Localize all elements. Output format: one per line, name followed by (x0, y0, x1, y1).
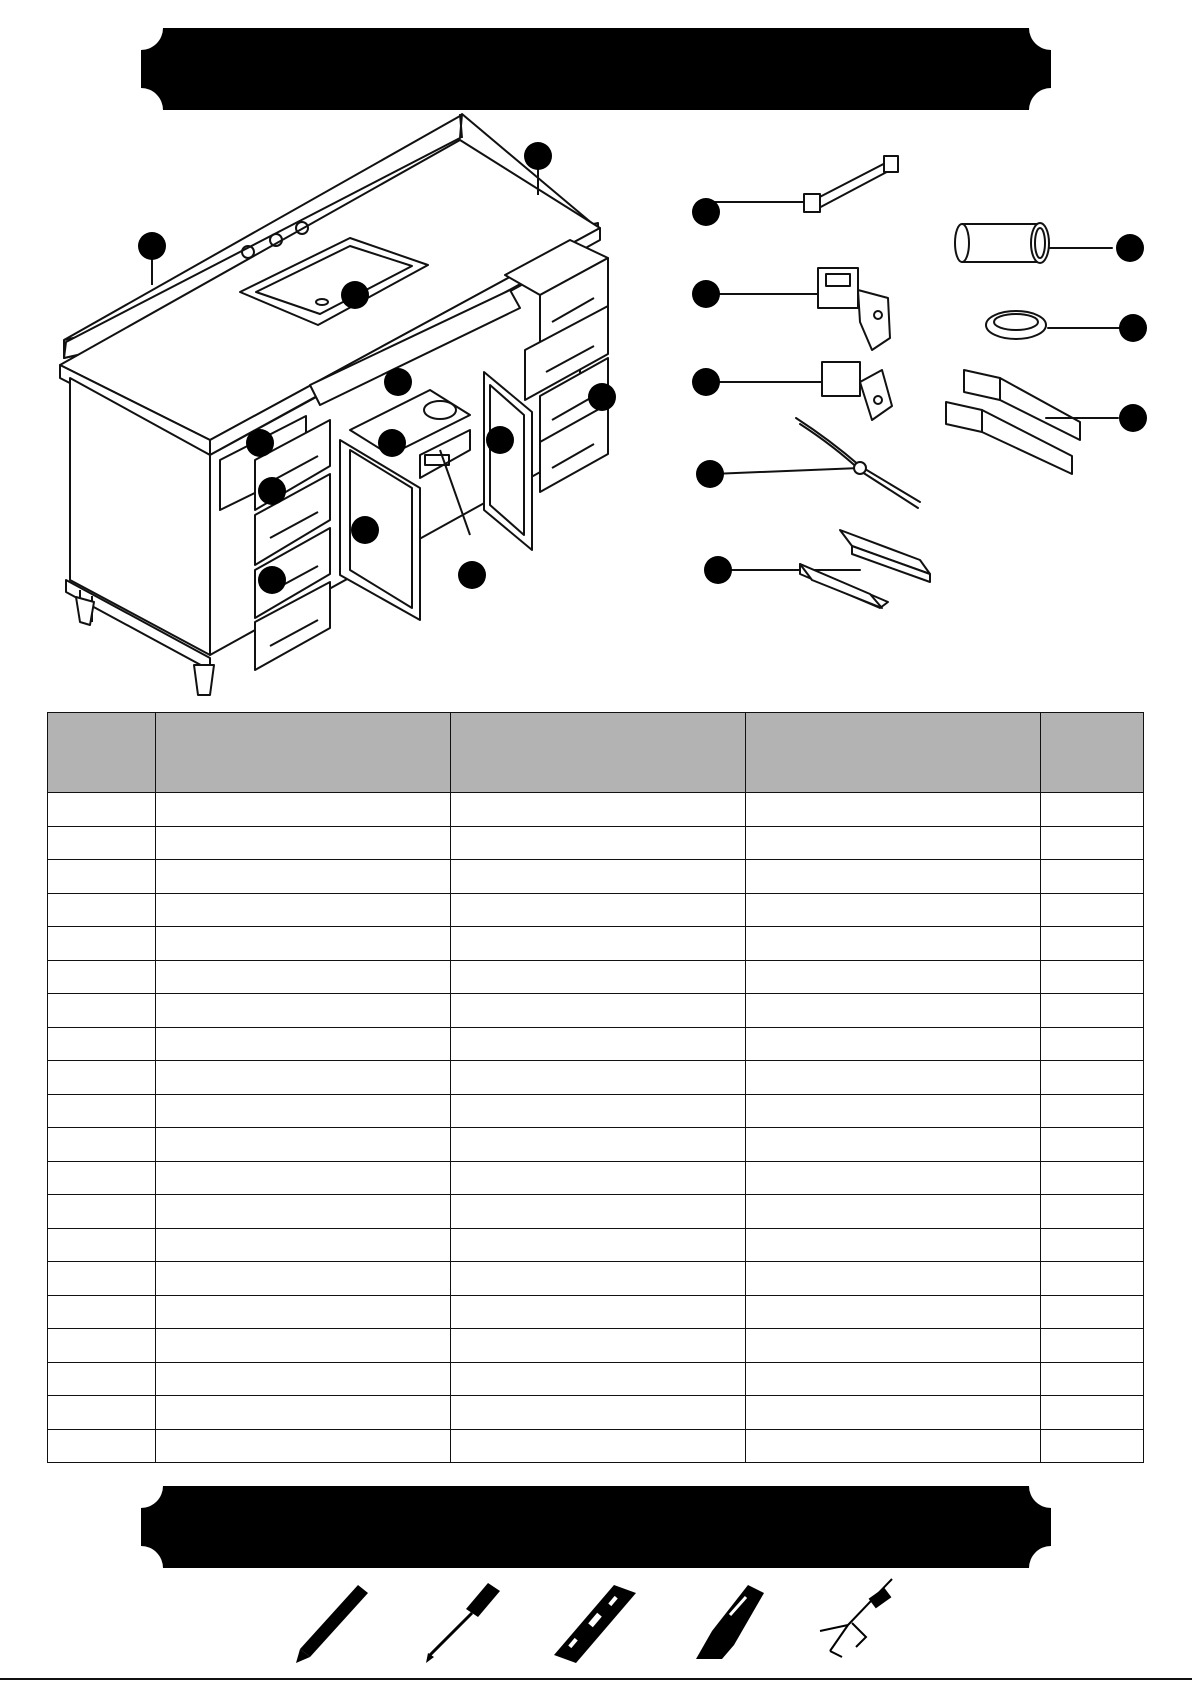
table-cell (746, 1161, 1041, 1195)
table-cell (746, 960, 1041, 994)
table-cell (1041, 1295, 1144, 1329)
table-cell (48, 1094, 156, 1128)
tools-banner (141, 1486, 1051, 1568)
table-cell (746, 927, 1041, 961)
table-cell (156, 793, 451, 827)
table-cell (48, 1362, 156, 1396)
table-cell (451, 960, 746, 994)
table-cell (156, 1094, 451, 1128)
table-cell (48, 1295, 156, 1329)
table-cell (156, 1362, 451, 1396)
table-row (48, 1295, 1144, 1329)
table-cell (451, 1061, 746, 1095)
table-row (48, 1429, 1144, 1463)
table-cell (746, 860, 1041, 894)
table-row (48, 860, 1144, 894)
table-cell (451, 893, 746, 927)
table-row (48, 1362, 1144, 1396)
table-cell (1041, 1195, 1144, 1229)
table-cell (451, 1161, 746, 1195)
table-cell (156, 1262, 451, 1296)
table-cell (451, 1195, 746, 1229)
table-cell (451, 1396, 746, 1430)
table-cell (1041, 994, 1144, 1028)
table-cell (1041, 1262, 1144, 1296)
table-cell (451, 1228, 746, 1262)
table-cell (746, 1295, 1041, 1329)
table-cell (48, 1228, 156, 1262)
table-cell (156, 1228, 451, 1262)
table-cell (451, 927, 746, 961)
table-cell (156, 1061, 451, 1095)
table-cell (156, 1429, 451, 1463)
table-cell (451, 1362, 746, 1396)
table-row (48, 1262, 1144, 1296)
table-cell (451, 1262, 746, 1296)
table-cell (156, 1161, 451, 1195)
table-cell (48, 1195, 156, 1229)
table-cell (48, 960, 156, 994)
table-cell (746, 1262, 1041, 1296)
column-header (746, 713, 1041, 793)
table-cell (48, 994, 156, 1028)
column-header (156, 713, 451, 793)
header-banner (141, 28, 1051, 110)
anti-tip-rod-drawing (712, 418, 920, 508)
drawer-slides-drawing (946, 370, 1118, 474)
table-row (48, 1128, 1144, 1162)
table-row (48, 927, 1144, 961)
column-header (451, 713, 746, 793)
table-cell (48, 826, 156, 860)
table-cell (156, 994, 451, 1028)
table-header-row (48, 713, 1144, 793)
table-cell (746, 1061, 1041, 1095)
table-cell (48, 1061, 156, 1095)
table-row (48, 826, 1144, 860)
table-cell (156, 1396, 451, 1430)
mounting-brackets-drawing (730, 530, 930, 608)
table-cell (451, 1329, 746, 1363)
column-header (1041, 713, 1144, 793)
table-row (48, 1228, 1144, 1262)
table-cell (156, 826, 451, 860)
screwdriver-icon (426, 1583, 500, 1663)
table-cell (451, 1295, 746, 1329)
table-cell (1041, 1429, 1144, 1463)
table-cell (1041, 793, 1144, 827)
table-cell (746, 1094, 1041, 1128)
table-cell (156, 927, 451, 961)
table-row (48, 1396, 1144, 1430)
table-cell (1041, 826, 1144, 860)
table-cell (1041, 1396, 1144, 1430)
table-cell (156, 1027, 451, 1061)
table-cell (746, 1027, 1041, 1061)
table-cell (48, 1329, 156, 1363)
table-cell (1041, 1362, 1144, 1396)
table-cell (156, 960, 451, 994)
table-row (48, 893, 1144, 927)
table-cell (48, 1396, 156, 1430)
hinge-half-overlay-drawing (712, 362, 892, 420)
table-cell (48, 1429, 156, 1463)
table-cell (746, 994, 1041, 1028)
tools-row (0, 1575, 1192, 1665)
table-cell (156, 893, 451, 927)
table-cell (451, 793, 746, 827)
table-row (48, 1161, 1144, 1195)
table-cell (1041, 860, 1144, 894)
table-cell (746, 1362, 1041, 1396)
table-cell (48, 1161, 156, 1195)
table-row (48, 1027, 1144, 1061)
table-cell (1041, 1027, 1144, 1061)
table-cell (451, 994, 746, 1028)
table-cell (746, 1329, 1041, 1363)
utility-knife-icon (696, 1585, 764, 1659)
table-cell (156, 1128, 451, 1162)
table-row (48, 994, 1144, 1028)
table-cell (746, 793, 1041, 827)
table-cell (48, 793, 156, 827)
table-cell (451, 1094, 746, 1128)
table-cell (48, 1262, 156, 1296)
table-cell (1041, 1094, 1144, 1128)
parts-table (47, 712, 1144, 1463)
table-cell (451, 860, 746, 894)
components-illustration (0, 110, 1192, 700)
header-banner-text (141, 28, 1051, 110)
drain-ring-drawing (986, 311, 1120, 339)
table-row (48, 793, 1144, 827)
caulk-gun-icon (820, 1579, 892, 1657)
level-icon (554, 1585, 636, 1663)
table-cell (156, 1295, 451, 1329)
table-cell (48, 893, 156, 927)
handle-pull-drawing (710, 156, 898, 212)
table-cell (451, 1429, 746, 1463)
hinge-full-overlay-drawing (712, 268, 890, 350)
table-cell (156, 1195, 451, 1229)
table-cell (48, 1027, 156, 1061)
table-cell (746, 826, 1041, 860)
table-cell (48, 860, 156, 894)
table-cell (1041, 1329, 1144, 1363)
pencil-icon (296, 1585, 368, 1663)
table-cell (156, 860, 451, 894)
table-cell (1041, 1228, 1144, 1262)
table-cell (1041, 1061, 1144, 1095)
table-cell (746, 1128, 1041, 1162)
table-cell (1041, 927, 1144, 961)
page-bottom-rule (0, 1678, 1192, 1680)
table-cell (451, 826, 746, 860)
table-cell (746, 1195, 1041, 1229)
tools-banner-text (141, 1486, 1051, 1568)
table-row (48, 1195, 1144, 1229)
table-cell (746, 1429, 1041, 1463)
table-row (48, 1061, 1144, 1095)
column-header (48, 713, 156, 793)
table-cell (746, 893, 1041, 927)
table-cell (48, 927, 156, 961)
table-cell (1041, 1161, 1144, 1195)
table-cell (1041, 1128, 1144, 1162)
table-row (48, 960, 1144, 994)
table-cell (451, 1128, 746, 1162)
table-cell (746, 1228, 1041, 1262)
table-cell (451, 1027, 746, 1061)
table-cell (1041, 893, 1144, 927)
table-row (48, 1094, 1144, 1128)
table-cell (1041, 960, 1144, 994)
table-cell (156, 1329, 451, 1363)
drain-pipe-drawing (955, 223, 1112, 263)
table-cell (746, 1396, 1041, 1430)
table-cell (48, 1128, 156, 1162)
table-row (48, 1329, 1144, 1363)
